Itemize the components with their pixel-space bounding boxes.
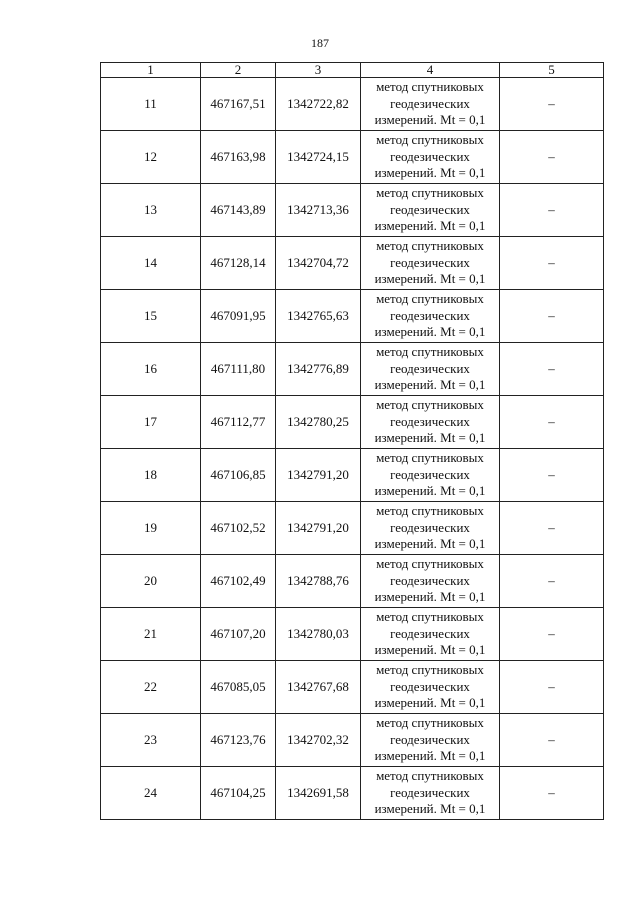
point-number: 16 bbox=[101, 343, 201, 396]
method-line-3: измерений. Mt = 0,1 bbox=[374, 642, 486, 658]
method-line-1: метод спутниковых bbox=[376, 291, 484, 307]
table-row bbox=[101, 131, 604, 184]
table-body bbox=[101, 78, 604, 820]
method-line-3: измерений. Mt = 0,1 bbox=[374, 377, 486, 393]
coordinate-y: 1342691,58 bbox=[276, 767, 361, 820]
coordinate-x: 467102,52 bbox=[201, 502, 276, 555]
coordinate-x: 467111,80 bbox=[201, 343, 276, 396]
coordinate-x: 467163,98 bbox=[201, 131, 276, 184]
coordinate-y: 1342780,25 bbox=[276, 396, 361, 449]
method-line-1: метод спутниковых bbox=[376, 662, 484, 678]
note-dash: – bbox=[500, 555, 604, 608]
coordinate-y: 1342702,32 bbox=[276, 714, 361, 767]
method-line-3: измерений. Mt = 0,1 bbox=[374, 748, 486, 764]
method-line-1: метод спутниковых bbox=[376, 344, 484, 360]
table-header bbox=[101, 63, 604, 78]
method-line-2: геодезических bbox=[390, 625, 470, 641]
coordinate-y: 1342713,36 bbox=[276, 184, 361, 237]
point-number: 21 bbox=[101, 608, 201, 661]
method-line-2: геодезических bbox=[390, 731, 470, 747]
measurement-method bbox=[361, 767, 500, 820]
coordinate-x: 467104,25 bbox=[201, 767, 276, 820]
measurement-method bbox=[361, 555, 500, 608]
point-number: 18 bbox=[101, 449, 201, 502]
table-row bbox=[101, 555, 604, 608]
measurement-method bbox=[361, 343, 500, 396]
method-line-2: геодезических bbox=[390, 572, 470, 588]
measurement-method bbox=[361, 237, 500, 290]
measurement-method bbox=[361, 449, 500, 502]
method-line-1: метод спутниковых bbox=[376, 397, 484, 413]
header-col-4: 4 bbox=[361, 63, 500, 78]
method-line-3: измерений. Mt = 0,1 bbox=[374, 112, 486, 128]
coordinate-y: 1342788,76 bbox=[276, 555, 361, 608]
coordinate-y: 1342780,03 bbox=[276, 608, 361, 661]
coordinate-x: 467107,20 bbox=[201, 608, 276, 661]
method-line-2: геодезических bbox=[390, 254, 470, 270]
method-line-1: метод спутниковых bbox=[376, 79, 484, 95]
method-line-1: метод спутниковых bbox=[376, 450, 484, 466]
measurement-method bbox=[361, 131, 500, 184]
coordinate-x: 467112,77 bbox=[201, 396, 276, 449]
coordinate-x: 467102,49 bbox=[201, 555, 276, 608]
note-dash: – bbox=[500, 237, 604, 290]
note-dash: – bbox=[500, 502, 604, 555]
coordinate-x: 467091,95 bbox=[201, 290, 276, 343]
table-row bbox=[101, 78, 604, 131]
point-number: 15 bbox=[101, 290, 201, 343]
coordinate-y: 1342791,20 bbox=[276, 502, 361, 555]
header-row bbox=[101, 63, 604, 78]
method-line-2: геодезических bbox=[390, 148, 470, 164]
method-line-1: метод спутниковых bbox=[376, 556, 484, 572]
note-dash: – bbox=[500, 396, 604, 449]
table-row bbox=[101, 343, 604, 396]
measurement-method bbox=[361, 184, 500, 237]
point-number: 22 bbox=[101, 661, 201, 714]
method-line-1: метод спутниковых bbox=[376, 715, 484, 731]
method-line-2: геодезических bbox=[390, 678, 470, 694]
coordinate-y: 1342724,15 bbox=[276, 131, 361, 184]
measurement-method bbox=[361, 661, 500, 714]
method-line-2: геодезических bbox=[390, 413, 470, 429]
point-number: 23 bbox=[101, 714, 201, 767]
coordinate-x: 467167,51 bbox=[201, 78, 276, 131]
measurement-method bbox=[361, 714, 500, 767]
table-row bbox=[101, 184, 604, 237]
note-dash: – bbox=[500, 608, 604, 661]
page-number: 187 bbox=[311, 36, 329, 50]
point-number: 24 bbox=[101, 767, 201, 820]
note-dash: – bbox=[500, 449, 604, 502]
coordinate-x: 467123,76 bbox=[201, 714, 276, 767]
method-line-2: геодезических bbox=[390, 466, 470, 482]
note-dash: – bbox=[500, 78, 604, 131]
method-line-1: метод спутниковых bbox=[376, 132, 484, 148]
table-row bbox=[101, 290, 604, 343]
table-row bbox=[101, 608, 604, 661]
coordinate-x: 467128,14 bbox=[201, 237, 276, 290]
table-row bbox=[101, 767, 604, 820]
table-row bbox=[101, 449, 604, 502]
coordinates-table bbox=[100, 62, 604, 820]
table-row bbox=[101, 714, 604, 767]
point-number: 13 bbox=[101, 184, 201, 237]
coordinate-y: 1342704,72 bbox=[276, 237, 361, 290]
note-dash: – bbox=[500, 661, 604, 714]
method-line-1: метод спутниковых bbox=[376, 238, 484, 254]
method-line-3: измерений. Mt = 0,1 bbox=[374, 324, 486, 340]
method-line-1: метод спутниковых bbox=[376, 503, 484, 519]
coordinate-y: 1342791,20 bbox=[276, 449, 361, 502]
note-dash: – bbox=[500, 184, 604, 237]
header-col-2: 2 bbox=[201, 63, 276, 78]
method-line-2: геодезических bbox=[390, 784, 470, 800]
point-number: 19 bbox=[101, 502, 201, 555]
table-row bbox=[101, 396, 604, 449]
coordinate-x: 467143,89 bbox=[201, 184, 276, 237]
method-line-3: измерений. Mt = 0,1 bbox=[374, 165, 486, 181]
measurement-method bbox=[361, 290, 500, 343]
point-number: 20 bbox=[101, 555, 201, 608]
point-number: 11 bbox=[101, 78, 201, 131]
method-line-3: измерений. Mt = 0,1 bbox=[374, 589, 486, 605]
header-col-1: 1 bbox=[101, 63, 201, 78]
header-col-3: 3 bbox=[276, 63, 361, 78]
point-number: 12 bbox=[101, 131, 201, 184]
coordinate-y: 1342767,68 bbox=[276, 661, 361, 714]
method-line-1: метод спутниковых bbox=[376, 185, 484, 201]
measurement-method bbox=[361, 396, 500, 449]
coordinate-x: 467085,05 bbox=[201, 661, 276, 714]
method-line-3: измерений. Mt = 0,1 bbox=[374, 218, 486, 234]
note-dash: – bbox=[500, 714, 604, 767]
coordinate-y: 1342776,89 bbox=[276, 343, 361, 396]
method-line-3: измерений. Mt = 0,1 bbox=[374, 695, 486, 711]
method-line-1: метод спутниковых bbox=[376, 768, 484, 784]
coordinate-x: 467106,85 bbox=[201, 449, 276, 502]
coordinate-y: 1342765,63 bbox=[276, 290, 361, 343]
note-dash: – bbox=[500, 290, 604, 343]
method-line-3: измерений. Mt = 0,1 bbox=[374, 801, 486, 817]
point-number: 14 bbox=[101, 237, 201, 290]
point-number: 17 bbox=[101, 396, 201, 449]
measurement-method bbox=[361, 502, 500, 555]
method-line-3: измерений. Mt = 0,1 bbox=[374, 536, 486, 552]
method-line-1: метод спутниковых bbox=[376, 609, 484, 625]
method-line-2: геодезических bbox=[390, 307, 470, 323]
method-line-2: геодезических bbox=[390, 95, 470, 111]
method-line-2: геодезических bbox=[390, 519, 470, 535]
note-dash: – bbox=[500, 131, 604, 184]
note-dash: – bbox=[500, 767, 604, 820]
measurement-method bbox=[361, 608, 500, 661]
table-row bbox=[101, 237, 604, 290]
coordinate-y: 1342722,82 bbox=[276, 78, 361, 131]
table-row bbox=[101, 502, 604, 555]
header-col-5: 5 bbox=[500, 63, 604, 78]
method-line-3: измерений. Mt = 0,1 bbox=[374, 271, 486, 287]
note-dash: – bbox=[500, 343, 604, 396]
method-line-3: измерений. Mt = 0,1 bbox=[374, 483, 486, 499]
table-row bbox=[101, 661, 604, 714]
method-line-2: геодезических bbox=[390, 201, 470, 217]
method-line-3: измерений. Mt = 0,1 bbox=[374, 430, 486, 446]
measurement-method bbox=[361, 78, 500, 131]
method-line-2: геодезических bbox=[390, 360, 470, 376]
